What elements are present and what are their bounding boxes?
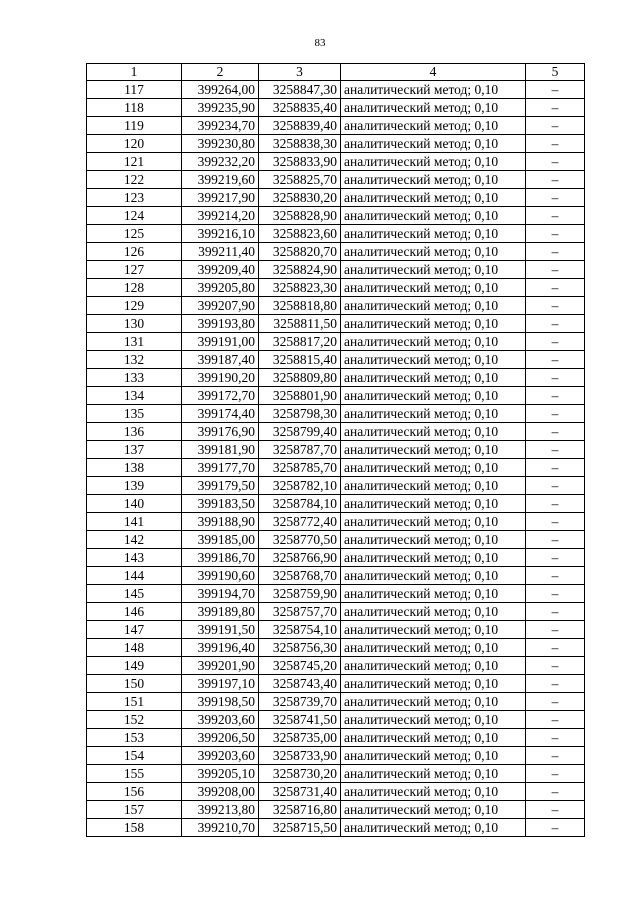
x-coordinate-cell: 399205,80	[182, 279, 259, 297]
y-coordinate-cell: 3258766,90	[259, 549, 341, 567]
point-number-cell: 151	[87, 693, 182, 711]
note-cell: –	[526, 801, 585, 819]
y-coordinate-cell: 3258743,40	[259, 675, 341, 693]
x-coordinate-cell: 399174,40	[182, 405, 259, 423]
table-row	[87, 225, 585, 243]
method-accuracy-cell: аналитический метод; 0,10	[341, 585, 526, 603]
method-accuracy-cell: аналитический метод; 0,10	[341, 315, 526, 333]
method-accuracy-cell: аналитический метод; 0,10	[341, 171, 526, 189]
method-accuracy-cell: аналитический метод; 0,10	[341, 531, 526, 549]
x-coordinate-cell: 399207,90	[182, 297, 259, 315]
table-row	[87, 711, 585, 729]
column-header-2: 2	[182, 64, 259, 81]
note-cell: –	[526, 603, 585, 621]
y-coordinate-cell: 3258784,10	[259, 495, 341, 513]
note-cell: –	[526, 369, 585, 387]
x-coordinate-cell: 399185,00	[182, 531, 259, 549]
method-accuracy-cell: аналитический метод; 0,10	[341, 747, 526, 765]
note-cell: –	[526, 549, 585, 567]
y-coordinate-cell: 3258768,70	[259, 567, 341, 585]
method-accuracy-cell: аналитический метод; 0,10	[341, 405, 526, 423]
y-coordinate-cell: 3258824,90	[259, 261, 341, 279]
note-cell: –	[526, 99, 585, 117]
x-coordinate-cell: 399264,00	[182, 81, 259, 99]
method-accuracy-cell: аналитический метод; 0,10	[341, 387, 526, 405]
note-cell: –	[526, 171, 585, 189]
note-cell: –	[526, 477, 585, 495]
note-cell: –	[526, 315, 585, 333]
note-cell: –	[526, 423, 585, 441]
method-accuracy-cell: аналитический метод; 0,10	[341, 513, 526, 531]
method-accuracy-cell: аналитический метод; 0,10	[341, 819, 526, 837]
x-coordinate-cell: 399211,40	[182, 243, 259, 261]
method-accuracy-cell: аналитический метод; 0,10	[341, 657, 526, 675]
method-accuracy-cell: аналитический метод; 0,10	[341, 765, 526, 783]
y-coordinate-cell: 3258809,80	[259, 369, 341, 387]
x-coordinate-cell: 399213,80	[182, 801, 259, 819]
x-coordinate-cell: 399187,40	[182, 351, 259, 369]
note-cell: –	[526, 783, 585, 801]
method-accuracy-cell: аналитический метод; 0,10	[341, 423, 526, 441]
point-number-cell: 143	[87, 549, 182, 567]
note-cell: –	[526, 279, 585, 297]
method-accuracy-cell: аналитический метод; 0,10	[341, 81, 526, 99]
point-number-cell: 147	[87, 621, 182, 639]
table-row	[87, 549, 585, 567]
note-cell: –	[526, 747, 585, 765]
table-row	[87, 765, 585, 783]
method-accuracy-cell: аналитический метод; 0,10	[341, 351, 526, 369]
table-body	[87, 81, 585, 837]
point-number-cell: 145	[87, 585, 182, 603]
note-cell: –	[526, 567, 585, 585]
method-accuracy-cell: аналитический метод; 0,10	[341, 459, 526, 477]
y-coordinate-cell: 3258835,40	[259, 99, 341, 117]
x-coordinate-cell: 399205,10	[182, 765, 259, 783]
note-cell: –	[526, 819, 585, 837]
point-number-cell: 122	[87, 171, 182, 189]
point-number-cell: 124	[87, 207, 182, 225]
y-coordinate-cell: 3258798,30	[259, 405, 341, 423]
table-row	[87, 279, 585, 297]
x-coordinate-cell: 399203,60	[182, 711, 259, 729]
note-cell: –	[526, 261, 585, 279]
method-accuracy-cell: аналитический метод; 0,10	[341, 279, 526, 297]
y-coordinate-cell: 3258772,40	[259, 513, 341, 531]
point-number-cell: 133	[87, 369, 182, 387]
note-cell: –	[526, 657, 585, 675]
point-number-cell: 130	[87, 315, 182, 333]
column-header-3: 3	[259, 64, 341, 81]
table-row	[87, 747, 585, 765]
note-cell: –	[526, 765, 585, 783]
note-cell: –	[526, 135, 585, 153]
x-coordinate-cell: 399197,10	[182, 675, 259, 693]
y-coordinate-cell: 3258745,20	[259, 657, 341, 675]
point-number-cell: 148	[87, 639, 182, 657]
table-row	[87, 243, 585, 261]
point-number-cell: 141	[87, 513, 182, 531]
table-row	[87, 459, 585, 477]
method-accuracy-cell: аналитический метод; 0,10	[341, 783, 526, 801]
point-number-cell: 121	[87, 153, 182, 171]
table-row	[87, 333, 585, 351]
note-cell: –	[526, 297, 585, 315]
point-number-cell: 135	[87, 405, 182, 423]
table-row	[87, 405, 585, 423]
table-row	[87, 621, 585, 639]
table-row	[87, 801, 585, 819]
coordinates-table	[86, 63, 585, 837]
x-coordinate-cell: 399177,70	[182, 459, 259, 477]
header-row	[87, 64, 585, 81]
note-cell: –	[526, 729, 585, 747]
point-number-cell: 117	[87, 81, 182, 99]
point-number-cell: 153	[87, 729, 182, 747]
y-coordinate-cell: 3258730,20	[259, 765, 341, 783]
y-coordinate-cell: 3258833,90	[259, 153, 341, 171]
x-coordinate-cell: 399217,90	[182, 189, 259, 207]
note-cell: –	[526, 711, 585, 729]
note-cell: –	[526, 207, 585, 225]
method-accuracy-cell: аналитический метод; 0,10	[341, 297, 526, 315]
column-header-4: 4	[341, 64, 526, 81]
note-cell: –	[526, 405, 585, 423]
y-coordinate-cell: 3258823,30	[259, 279, 341, 297]
x-coordinate-cell: 399191,50	[182, 621, 259, 639]
x-coordinate-cell: 399208,00	[182, 783, 259, 801]
x-coordinate-cell: 399190,20	[182, 369, 259, 387]
table-row	[87, 639, 585, 657]
table-row	[87, 477, 585, 495]
x-coordinate-cell: 399219,60	[182, 171, 259, 189]
x-coordinate-cell: 399232,20	[182, 153, 259, 171]
point-number-cell: 146	[87, 603, 182, 621]
note-cell: –	[526, 189, 585, 207]
point-number-cell: 155	[87, 765, 182, 783]
table-row	[87, 441, 585, 459]
note-cell: –	[526, 117, 585, 135]
note-cell: –	[526, 513, 585, 531]
table-row	[87, 495, 585, 513]
x-coordinate-cell: 399214,20	[182, 207, 259, 225]
y-coordinate-cell: 3258757,70	[259, 603, 341, 621]
method-accuracy-cell: аналитический метод; 0,10	[341, 99, 526, 117]
x-coordinate-cell: 399172,70	[182, 387, 259, 405]
x-coordinate-cell: 399203,60	[182, 747, 259, 765]
note-cell: –	[526, 351, 585, 369]
x-coordinate-cell: 399235,90	[182, 99, 259, 117]
x-coordinate-cell: 399190,60	[182, 567, 259, 585]
x-coordinate-cell: 399193,80	[182, 315, 259, 333]
method-accuracy-cell: аналитический метод; 0,10	[341, 153, 526, 171]
table-row	[87, 369, 585, 387]
table-row	[87, 657, 585, 675]
column-header-5: 5	[526, 64, 585, 81]
point-number-cell: 157	[87, 801, 182, 819]
table-row	[87, 261, 585, 279]
note-cell: –	[526, 81, 585, 99]
table-row	[87, 315, 585, 333]
y-coordinate-cell: 3258818,80	[259, 297, 341, 315]
point-number-cell: 128	[87, 279, 182, 297]
table-row	[87, 729, 585, 747]
x-coordinate-cell: 399234,70	[182, 117, 259, 135]
point-number-cell: 137	[87, 441, 182, 459]
y-coordinate-cell: 3258828,90	[259, 207, 341, 225]
y-coordinate-cell: 3258839,40	[259, 117, 341, 135]
method-accuracy-cell: аналитический метод; 0,10	[341, 135, 526, 153]
method-accuracy-cell: аналитический метод; 0,10	[341, 441, 526, 459]
point-number-cell: 132	[87, 351, 182, 369]
x-coordinate-cell: 399209,40	[182, 261, 259, 279]
point-number-cell: 149	[87, 657, 182, 675]
table-row	[87, 819, 585, 837]
y-coordinate-cell: 3258820,70	[259, 243, 341, 261]
note-cell: –	[526, 441, 585, 459]
table-row	[87, 567, 585, 585]
y-coordinate-cell: 3258825,70	[259, 171, 341, 189]
table-row	[87, 135, 585, 153]
y-coordinate-cell: 3258785,70	[259, 459, 341, 477]
point-number-cell: 126	[87, 243, 182, 261]
y-coordinate-cell: 3258733,90	[259, 747, 341, 765]
point-number-cell: 120	[87, 135, 182, 153]
method-accuracy-cell: аналитический метод; 0,10	[341, 549, 526, 567]
method-accuracy-cell: аналитический метод; 0,10	[341, 243, 526, 261]
point-number-cell: 142	[87, 531, 182, 549]
method-accuracy-cell: аналитический метод; 0,10	[341, 333, 526, 351]
x-coordinate-cell: 399191,00	[182, 333, 259, 351]
point-number-cell: 139	[87, 477, 182, 495]
y-coordinate-cell: 3258815,40	[259, 351, 341, 369]
note-cell: –	[526, 243, 585, 261]
method-accuracy-cell: аналитический метод; 0,10	[341, 675, 526, 693]
y-coordinate-cell: 3258735,00	[259, 729, 341, 747]
x-coordinate-cell: 399188,90	[182, 513, 259, 531]
method-accuracy-cell: аналитический метод; 0,10	[341, 693, 526, 711]
y-coordinate-cell: 3258754,10	[259, 621, 341, 639]
point-number-cell: 150	[87, 675, 182, 693]
point-number-cell: 144	[87, 567, 182, 585]
y-coordinate-cell: 3258715,50	[259, 819, 341, 837]
method-accuracy-cell: аналитический метод; 0,10	[341, 117, 526, 135]
point-number-cell: 152	[87, 711, 182, 729]
note-cell: –	[526, 531, 585, 549]
point-number-cell: 118	[87, 99, 182, 117]
x-coordinate-cell: 399186,70	[182, 549, 259, 567]
y-coordinate-cell: 3258787,70	[259, 441, 341, 459]
method-accuracy-cell: аналитический метод; 0,10	[341, 477, 526, 495]
x-coordinate-cell: 399216,10	[182, 225, 259, 243]
table-row	[87, 531, 585, 549]
table-row	[87, 783, 585, 801]
method-accuracy-cell: аналитический метод; 0,10	[341, 603, 526, 621]
y-coordinate-cell: 3258847,30	[259, 81, 341, 99]
y-coordinate-cell: 3258739,70	[259, 693, 341, 711]
point-number-cell: 134	[87, 387, 182, 405]
method-accuracy-cell: аналитический метод; 0,10	[341, 567, 526, 585]
column-header-1: 1	[87, 64, 182, 81]
table-row	[87, 351, 585, 369]
x-coordinate-cell: 399230,80	[182, 135, 259, 153]
table-row	[87, 153, 585, 171]
method-accuracy-cell: аналитический метод; 0,10	[341, 261, 526, 279]
method-accuracy-cell: аналитический метод; 0,10	[341, 801, 526, 819]
point-number-cell: 123	[87, 189, 182, 207]
y-coordinate-cell: 3258817,20	[259, 333, 341, 351]
x-coordinate-cell: 399196,40	[182, 639, 259, 657]
y-coordinate-cell: 3258823,60	[259, 225, 341, 243]
y-coordinate-cell: 3258811,50	[259, 315, 341, 333]
table-row	[87, 603, 585, 621]
y-coordinate-cell: 3258756,30	[259, 639, 341, 657]
method-accuracy-cell: аналитический метод; 0,10	[341, 621, 526, 639]
y-coordinate-cell: 3258838,30	[259, 135, 341, 153]
x-coordinate-cell: 399183,50	[182, 495, 259, 513]
y-coordinate-cell: 3258741,50	[259, 711, 341, 729]
x-coordinate-cell: 399206,50	[182, 729, 259, 747]
x-coordinate-cell: 399201,90	[182, 657, 259, 675]
x-coordinate-cell: 399210,70	[182, 819, 259, 837]
table-row	[87, 585, 585, 603]
table-row	[87, 423, 585, 441]
table-row	[87, 99, 585, 117]
point-number-cell: 158	[87, 819, 182, 837]
y-coordinate-cell: 3258782,10	[259, 477, 341, 495]
table-row	[87, 189, 585, 207]
table-row	[87, 693, 585, 711]
point-number-cell: 156	[87, 783, 182, 801]
point-number-cell: 136	[87, 423, 182, 441]
page-number: 83	[314, 37, 326, 49]
x-coordinate-cell: 399176,90	[182, 423, 259, 441]
table-row	[87, 513, 585, 531]
method-accuracy-cell: аналитический метод; 0,10	[341, 639, 526, 657]
method-accuracy-cell: аналитический метод; 0,10	[341, 495, 526, 513]
note-cell: –	[526, 675, 585, 693]
x-coordinate-cell: 399189,80	[182, 603, 259, 621]
method-accuracy-cell: аналитический метод; 0,10	[341, 369, 526, 387]
y-coordinate-cell: 3258799,40	[259, 423, 341, 441]
point-number-cell: 131	[87, 333, 182, 351]
y-coordinate-cell: 3258770,50	[259, 531, 341, 549]
table-row	[87, 207, 585, 225]
note-cell: –	[526, 495, 585, 513]
note-cell: –	[526, 153, 585, 171]
point-number-cell: 138	[87, 459, 182, 477]
y-coordinate-cell: 3258830,20	[259, 189, 341, 207]
table-row	[87, 675, 585, 693]
point-number-cell: 125	[87, 225, 182, 243]
y-coordinate-cell: 3258801,90	[259, 387, 341, 405]
note-cell: –	[526, 693, 585, 711]
y-coordinate-cell: 3258759,90	[259, 585, 341, 603]
note-cell: –	[526, 585, 585, 603]
method-accuracy-cell: аналитический метод; 0,10	[341, 207, 526, 225]
table-row	[87, 387, 585, 405]
note-cell: –	[526, 621, 585, 639]
method-accuracy-cell: аналитический метод; 0,10	[341, 711, 526, 729]
note-cell: –	[526, 225, 585, 243]
point-number-cell: 127	[87, 261, 182, 279]
note-cell: –	[526, 333, 585, 351]
note-cell: –	[526, 387, 585, 405]
x-coordinate-cell: 399179,50	[182, 477, 259, 495]
point-number-cell: 140	[87, 495, 182, 513]
table-row	[87, 81, 585, 99]
method-accuracy-cell: аналитический метод; 0,10	[341, 729, 526, 747]
note-cell: –	[526, 459, 585, 477]
y-coordinate-cell: 3258716,80	[259, 801, 341, 819]
y-coordinate-cell: 3258731,40	[259, 783, 341, 801]
table-row	[87, 171, 585, 189]
point-number-cell: 129	[87, 297, 182, 315]
table-row	[87, 297, 585, 315]
x-coordinate-cell: 399181,90	[182, 441, 259, 459]
note-cell: –	[526, 639, 585, 657]
point-number-cell: 154	[87, 747, 182, 765]
method-accuracy-cell: аналитический метод; 0,10	[341, 225, 526, 243]
table-row	[87, 117, 585, 135]
point-number-cell: 119	[87, 117, 182, 135]
x-coordinate-cell: 399198,50	[182, 693, 259, 711]
x-coordinate-cell: 399194,70	[182, 585, 259, 603]
method-accuracy-cell: аналитический метод; 0,10	[341, 189, 526, 207]
